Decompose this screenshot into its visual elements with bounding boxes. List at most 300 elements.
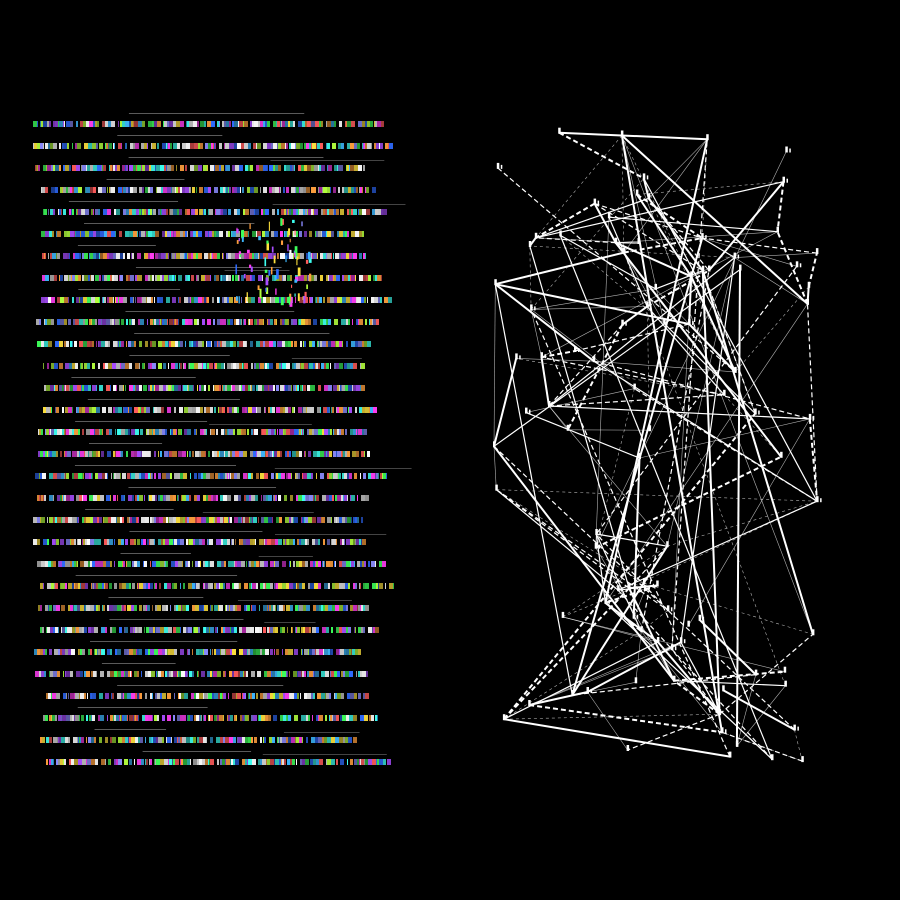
bar <box>125 429 128 435</box>
network-node <box>495 485 498 491</box>
bar <box>243 341 246 347</box>
bar <box>283 187 285 193</box>
bar <box>75 583 78 589</box>
bar <box>178 429 181 435</box>
bar <box>74 231 75 237</box>
bar <box>195 539 199 545</box>
bar <box>66 473 69 479</box>
bar <box>286 715 287 721</box>
glyph-mark <box>235 264 237 274</box>
bar <box>113 385 116 391</box>
bar <box>47 627 50 633</box>
bar <box>57 429 60 435</box>
bar <box>353 363 357 369</box>
bar <box>314 275 317 281</box>
bar <box>83 539 85 545</box>
bar <box>259 605 260 611</box>
bar <box>164 451 168 457</box>
bar <box>252 275 255 281</box>
bar <box>353 583 355 589</box>
bar <box>360 561 362 567</box>
bar <box>242 517 243 523</box>
bar <box>294 165 295 171</box>
bar <box>91 319 92 325</box>
bar <box>298 407 302 413</box>
bar <box>297 539 299 545</box>
bar <box>60 275 63 281</box>
bar <box>375 561 376 567</box>
bar <box>99 253 100 259</box>
bar <box>155 429 159 435</box>
bar <box>171 737 172 743</box>
bar <box>70 121 73 127</box>
bar <box>286 429 290 435</box>
bar <box>369 319 370 325</box>
bar <box>376 759 377 765</box>
bar <box>315 363 316 369</box>
bar <box>225 649 226 655</box>
bar <box>208 539 209 545</box>
bar <box>279 517 282 523</box>
bar <box>210 759 214 765</box>
bar <box>241 143 244 149</box>
bar <box>247 649 248 655</box>
bar <box>198 143 200 149</box>
bar <box>85 583 88 589</box>
bar <box>170 605 171 611</box>
bar <box>327 407 329 413</box>
bar <box>311 165 314 171</box>
bar <box>318 187 319 193</box>
bar <box>337 231 339 237</box>
bar <box>137 583 138 589</box>
bar <box>365 319 367 325</box>
bar <box>337 385 339 391</box>
bar <box>219 451 220 457</box>
bar <box>371 561 375 567</box>
bar <box>80 649 82 655</box>
bar <box>139 341 142 347</box>
bar <box>63 759 64 765</box>
bar <box>276 473 278 479</box>
bar <box>356 539 359 545</box>
bar <box>322 517 325 523</box>
bar <box>317 297 319 303</box>
bar <box>339 737 343 743</box>
bar <box>258 517 259 523</box>
bar <box>351 495 355 501</box>
bar <box>107 473 108 479</box>
bar <box>153 429 155 435</box>
bar <box>250 627 254 633</box>
bar <box>206 737 207 743</box>
bar <box>130 407 132 413</box>
bar <box>285 407 288 413</box>
bar <box>167 583 171 589</box>
bar <box>192 187 195 193</box>
bar <box>215 165 219 171</box>
bar <box>60 759 63 765</box>
bar <box>168 759 169 765</box>
bar <box>48 297 51 303</box>
bar <box>285 649 288 655</box>
bar <box>126 275 128 281</box>
faint-line <box>78 707 208 708</box>
bar <box>284 759 286 765</box>
bar <box>322 341 326 347</box>
bar <box>222 693 223 699</box>
network-node <box>807 299 810 305</box>
bar <box>147 605 150 611</box>
network-node <box>785 147 788 153</box>
bar <box>344 495 347 501</box>
bar <box>229 121 231 127</box>
bar <box>180 737 181 743</box>
bar <box>353 385 356 391</box>
bar <box>143 605 146 611</box>
network-node <box>648 193 651 199</box>
bar <box>59 385 62 391</box>
bar <box>197 275 199 281</box>
bar <box>251 429 253 435</box>
bar <box>229 429 233 435</box>
bar <box>146 759 148 765</box>
bar <box>290 165 292 171</box>
bar <box>130 275 134 281</box>
bar <box>190 715 193 721</box>
faint-line <box>71 377 195 378</box>
bar <box>188 649 190 655</box>
bar <box>72 187 73 193</box>
bar <box>56 253 57 259</box>
bar <box>267 319 268 325</box>
bar <box>74 539 76 545</box>
bar <box>135 737 138 743</box>
bar <box>166 473 170 479</box>
bar <box>365 253 366 259</box>
bar <box>306 187 310 193</box>
bar <box>134 671 137 677</box>
bar <box>70 385 73 391</box>
glyph-mark <box>265 270 268 273</box>
bar <box>260 187 261 193</box>
bar <box>204 385 206 391</box>
bar <box>131 121 133 127</box>
bar <box>106 319 110 325</box>
faint-line <box>90 641 237 642</box>
bar <box>218 341 220 347</box>
bar <box>37 517 40 523</box>
bar <box>321 671 325 677</box>
bar <box>48 143 50 149</box>
bar <box>49 231 52 237</box>
bar <box>263 165 267 171</box>
bar <box>155 495 157 501</box>
bar <box>186 737 190 743</box>
bar <box>321 165 325 171</box>
bar <box>93 253 96 259</box>
bar <box>204 187 208 193</box>
bar <box>362 187 363 193</box>
bar <box>63 209 66 215</box>
bar <box>326 561 330 567</box>
bar <box>62 385 64 391</box>
glyph-mark <box>244 274 246 278</box>
bar <box>157 407 161 413</box>
bar <box>271 297 274 303</box>
bar <box>365 407 369 413</box>
bar <box>156 187 157 193</box>
bar <box>145 517 149 523</box>
bar <box>235 165 239 171</box>
bar <box>217 253 220 259</box>
bar <box>264 517 268 523</box>
bar <box>63 253 67 259</box>
bar <box>124 627 125 633</box>
bar <box>146 297 147 303</box>
bar <box>75 143 77 149</box>
bar <box>76 561 77 567</box>
bar <box>276 363 279 369</box>
bar <box>222 385 223 391</box>
bar <box>121 605 122 611</box>
bar <box>200 143 203 149</box>
bar <box>307 429 309 435</box>
bar <box>183 473 187 479</box>
bar <box>78 759 82 765</box>
bar <box>151 297 153 303</box>
bar <box>220 539 221 545</box>
bar <box>75 253 79 259</box>
bar <box>150 319 153 325</box>
bar <box>110 671 114 677</box>
bar <box>37 539 40 545</box>
bar <box>233 429 235 435</box>
bar <box>142 187 144 193</box>
network-node <box>608 212 611 218</box>
bar <box>208 715 209 721</box>
bar <box>55 517 57 523</box>
bar <box>210 671 212 677</box>
bar <box>296 583 297 589</box>
bar <box>313 363 315 369</box>
bar <box>354 187 356 193</box>
bar <box>237 341 239 347</box>
bar <box>156 319 159 325</box>
bar <box>48 451 49 457</box>
bar <box>93 671 96 677</box>
bar <box>313 451 317 457</box>
bar <box>277 143 278 149</box>
bar <box>157 143 159 149</box>
bar <box>354 693 357 699</box>
bar <box>171 253 172 259</box>
bar <box>312 297 313 303</box>
bar <box>182 715 186 721</box>
bar <box>158 341 162 347</box>
bar <box>312 715 313 721</box>
bar <box>204 297 206 303</box>
bar <box>297 583 299 589</box>
bar <box>253 429 254 435</box>
bar <box>333 385 337 391</box>
bar <box>231 363 233 369</box>
bar <box>302 407 303 413</box>
bar <box>260 121 263 127</box>
bar <box>336 407 337 413</box>
bar <box>67 451 71 457</box>
bar <box>83 495 87 501</box>
bar <box>154 759 155 765</box>
bar <box>291 209 293 215</box>
bar <box>326 363 329 369</box>
bar <box>338 187 340 193</box>
bar <box>178 451 182 457</box>
bar <box>174 583 177 589</box>
bar <box>193 627 194 633</box>
bar <box>328 605 332 611</box>
bar <box>368 627 372 633</box>
bar <box>80 693 84 699</box>
bar <box>217 121 219 127</box>
bar <box>98 539 101 545</box>
bar <box>33 539 37 545</box>
bar <box>280 231 283 237</box>
bar <box>37 121 38 127</box>
bar <box>263 495 266 501</box>
bar <box>103 517 104 523</box>
bar <box>235 759 239 765</box>
bar <box>205 143 208 149</box>
bar <box>229 517 230 523</box>
bar <box>131 605 134 611</box>
bar <box>239 451 243 457</box>
bar <box>263 693 267 699</box>
bar <box>296 451 299 457</box>
glyph-mark <box>266 241 268 244</box>
bar <box>371 143 372 149</box>
bar <box>84 671 86 677</box>
bar <box>80 363 81 369</box>
bar <box>111 693 112 699</box>
bar <box>302 385 303 391</box>
network-node-tick <box>738 369 740 373</box>
bar <box>186 495 189 501</box>
bar <box>208 583 210 589</box>
bar <box>67 253 69 259</box>
bar <box>351 209 353 215</box>
bar <box>100 253 103 259</box>
bar <box>152 693 153 699</box>
bar <box>80 297 83 303</box>
bar <box>309 649 312 655</box>
bar <box>193 385 194 391</box>
bar <box>116 759 118 765</box>
bar <box>38 429 39 435</box>
bar <box>142 297 146 303</box>
bar <box>263 583 265 589</box>
network-node <box>627 745 630 751</box>
bar <box>66 561 70 567</box>
bar <box>94 627 98 633</box>
bar <box>228 231 230 237</box>
bar <box>291 517 293 523</box>
bar <box>315 561 316 567</box>
bar <box>168 143 170 149</box>
bar <box>126 143 127 149</box>
bar <box>144 363 145 369</box>
bar <box>369 715 371 721</box>
bar <box>334 671 337 677</box>
bar <box>336 341 339 347</box>
bar <box>213 517 214 523</box>
network-node <box>525 408 528 414</box>
bar <box>327 517 331 523</box>
bar <box>345 121 346 127</box>
bar <box>327 165 328 171</box>
bar <box>239 165 243 171</box>
bar <box>265 583 266 589</box>
bar <box>206 517 209 523</box>
bar <box>311 143 312 149</box>
bar <box>66 715 70 721</box>
faint-line <box>129 157 324 158</box>
bar <box>117 495 118 501</box>
bar <box>378 583 379 589</box>
bar <box>189 451 190 457</box>
bar <box>188 385 189 391</box>
bar <box>158 209 160 215</box>
bar <box>343 737 345 743</box>
bar <box>352 451 356 457</box>
bar <box>192 671 194 677</box>
bar <box>111 121 112 127</box>
bar <box>150 253 154 259</box>
bar <box>86 671 90 677</box>
bar <box>77 539 78 545</box>
bar <box>213 671 217 677</box>
bar <box>108 341 110 347</box>
bar <box>165 231 167 237</box>
bar <box>183 627 186 633</box>
bar <box>187 451 188 457</box>
network-node <box>530 304 533 310</box>
bar <box>304 451 305 457</box>
bar <box>224 429 225 435</box>
bar <box>375 121 377 127</box>
bar <box>237 561 241 567</box>
bar <box>303 407 306 413</box>
bar <box>308 451 311 457</box>
bar <box>39 495 40 501</box>
bar <box>79 253 81 259</box>
bar <box>324 561 325 567</box>
bar <box>224 121 226 127</box>
bar <box>53 209 55 215</box>
network-node <box>604 598 607 604</box>
bar <box>194 473 197 479</box>
network-node <box>721 727 724 733</box>
bar <box>250 275 251 281</box>
bar <box>280 385 284 391</box>
bar <box>315 539 318 545</box>
bar <box>45 187 48 193</box>
bar <box>127 561 131 567</box>
bar <box>341 495 343 501</box>
bar <box>272 209 275 215</box>
bar <box>165 561 166 567</box>
bar <box>272 187 275 193</box>
